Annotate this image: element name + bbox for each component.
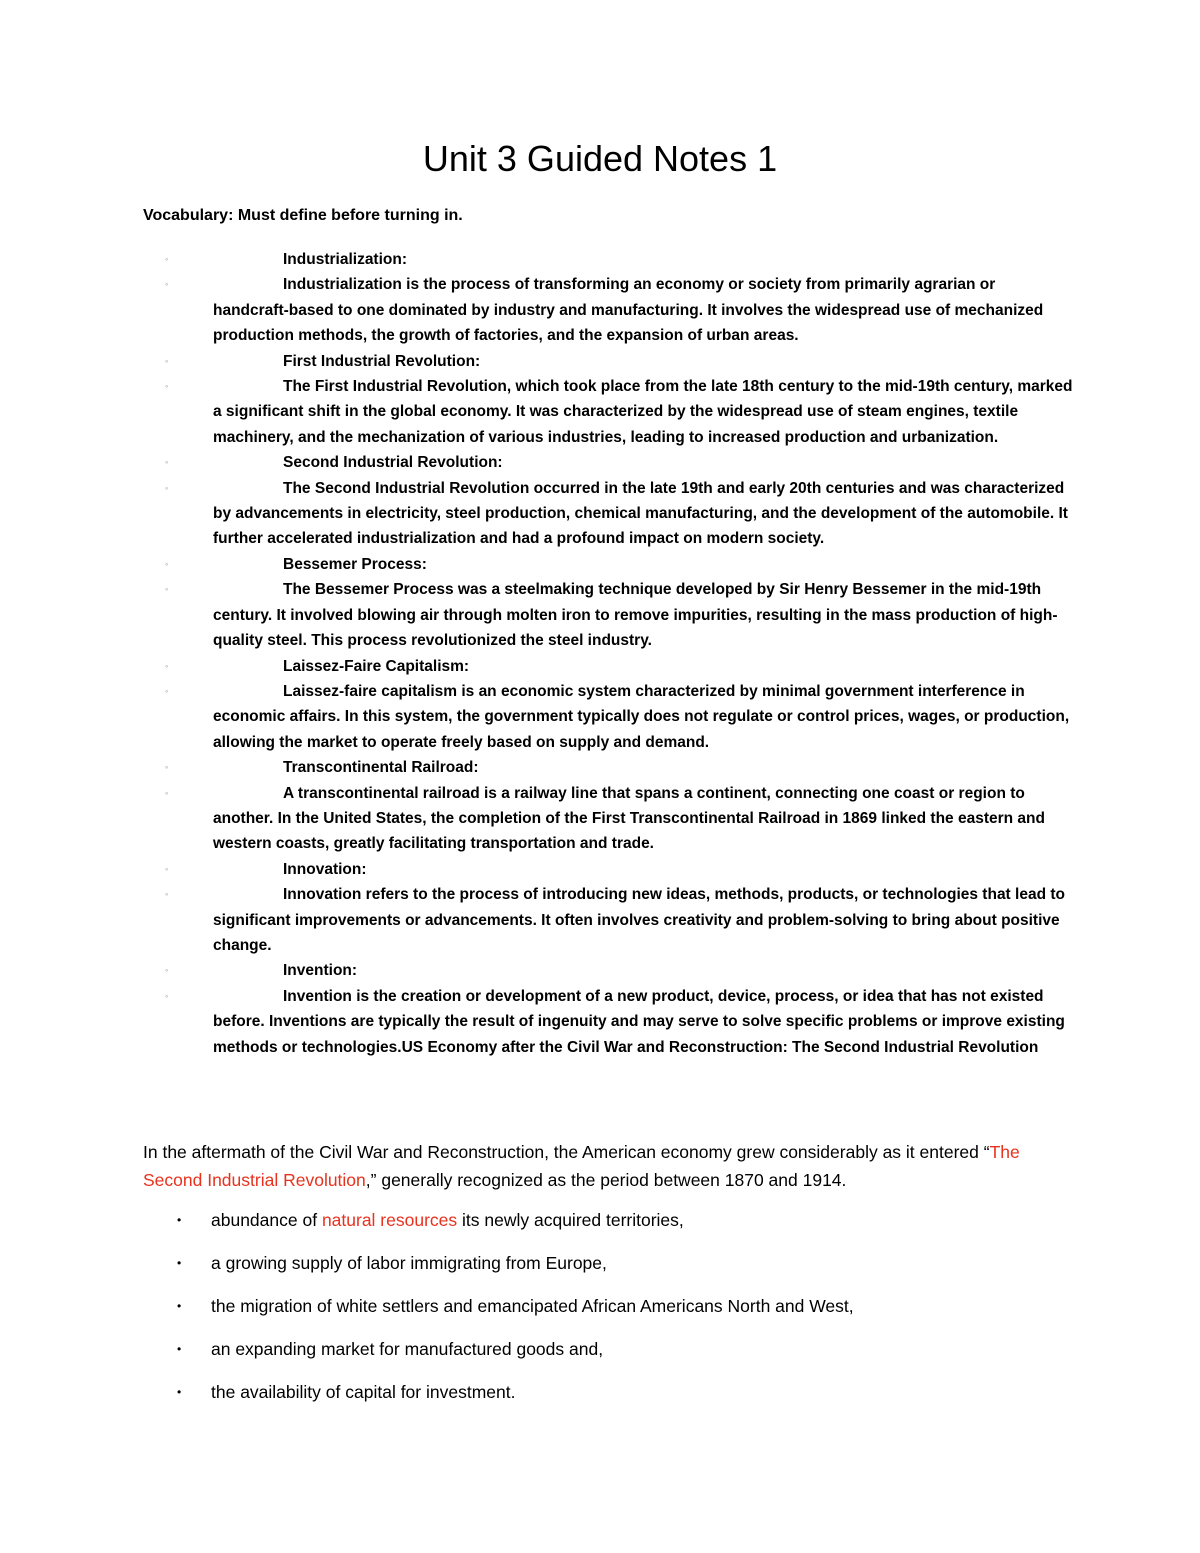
vocab-definition-row bbox=[143, 374, 1073, 450]
list-item bbox=[143, 1291, 1073, 1334]
vocab-term: Transcontinental Railroad: bbox=[283, 759, 479, 777]
vocab-definition: Innovation refers to the process of introducing new ideas, methods, products, or technologies that lead to significant improvements or advancements. It often involves creativity and problem-solving to bring about positive change. bbox=[213, 886, 1065, 954]
vocabulary-heading: Vocabulary: Must define before turning in. bbox=[143, 207, 463, 224]
vocab-definition-row bbox=[143, 476, 1073, 552]
vocab-term-row bbox=[143, 552, 1073, 577]
vocab-term: Invention: bbox=[283, 962, 358, 980]
list-item bbox=[143, 1334, 1073, 1377]
vocab-definition-row bbox=[143, 679, 1073, 755]
vocab-definition: The Second Industrial Revolution occurred in the late 19th and early 20th centuries and was characterized by advancements in electricity, steel production, chemical manufacturing, and the development of the automobile. It further accelerated industrialization and had a profound impact on modern society. bbox=[213, 479, 1068, 548]
vocab-definition: The Bessemer Process was a steelmaking technique developed by Sir Henry Bessemer in the mid-19th century. It involved blowing air through molten iron to remove impurities, resulting in the mass production of high-quality steel. This process revolutionized the steel industry. bbox=[213, 581, 1058, 650]
vocab-term: First Industrial Revolution: bbox=[283, 352, 481, 370]
intro-text-end: ,” generally recognized as the period between 1870 and 1914. bbox=[365, 1170, 847, 1190]
vocab-term-row bbox=[143, 450, 1073, 475]
small-bullet-icon: ◦ bbox=[165, 457, 169, 468]
vocab-definition: Laissez-faire capitalism is an economic system characterized by minimal government interference in economic affairs. In this system, the government typically does not regulate or control prices, wages, or production, allowing the market to operate freely based on supply and demand. bbox=[213, 682, 1070, 751]
second-industrial-revolution-link[interactable]: The Second Industrial Revolution bbox=[143, 1142, 1020, 1190]
natural-resources-link[interactable]: natural resources bbox=[321, 1210, 458, 1230]
small-bullet-icon: ◦ bbox=[165, 254, 169, 264]
vocab-term-row bbox=[143, 857, 1073, 882]
vocab-definition-row bbox=[143, 781, 1073, 857]
small-bullet-icon: ◦ bbox=[165, 863, 169, 874]
bullet-text-start: abundance of bbox=[211, 1210, 322, 1230]
small-bullet-icon: ◦ bbox=[165, 990, 169, 1001]
intro-text-start: In the aftermath of the Civil War and Reconstruction, the American economy grew considerably as it entered “ bbox=[143, 1142, 990, 1162]
bullet-text-start: an expanding market for manufactured goods and, bbox=[211, 1339, 604, 1359]
vocabulary-list bbox=[143, 247, 1073, 1060]
small-bullet-icon: ◦ bbox=[165, 762, 169, 773]
factors-bullet-list bbox=[143, 1205, 1073, 1420]
vocab-definition: Invention is the creation or development of a new product, device, process, or idea that has not existed before. Inventions are typically the result of ingenuity and may serve to solve specific problems or improve existing methods or technologies.US Economy after the Civil War and Reconstruction: The Second Industrial Revolution bbox=[213, 987, 1065, 1056]
vocab-definition-row bbox=[143, 577, 1073, 653]
vocab-definition: Industrialization is the process of transforming an economy or society from primarily agrarian or handcraft-based to one dominated by industry and manufacturing. It involves the widespread use of mechanized production methods, the growth of factories, and the expansion of urban areas. bbox=[213, 276, 1044, 345]
bullet-text-start: the availability of capital for investment. bbox=[211, 1382, 516, 1402]
bullet-text-start: the migration of white settlers and emancipated African Americans North and West, bbox=[211, 1296, 854, 1316]
small-bullet-icon: ◦ bbox=[165, 279, 169, 290]
small-bullet-icon: ◦ bbox=[165, 584, 169, 595]
small-bullet-icon: ◦ bbox=[165, 889, 169, 900]
small-bullet-icon: ◦ bbox=[165, 685, 169, 696]
vocab-term-row bbox=[143, 958, 1073, 983]
list-item bbox=[143, 1248, 1073, 1291]
vocab-term: Second Industrial Revolution: bbox=[283, 454, 503, 472]
list-item bbox=[143, 1377, 1073, 1420]
list-item bbox=[143, 1205, 1073, 1248]
small-bullet-icon: ◦ bbox=[165, 558, 169, 569]
vocab-definition-row bbox=[143, 984, 1073, 1060]
bullet-text-start: a growing supply of labor immigrating from Europe, bbox=[211, 1253, 607, 1273]
vocab-term: Industrialization: bbox=[283, 251, 407, 268]
small-bullet-icon: ◦ bbox=[165, 355, 169, 366]
bullet-icon: • bbox=[177, 1299, 182, 1313]
bullet-icon: • bbox=[177, 1213, 182, 1227]
small-bullet-icon: ◦ bbox=[165, 381, 169, 392]
bullet-icon: • bbox=[177, 1256, 182, 1270]
vocab-term: Bessemer Process: bbox=[283, 555, 427, 573]
bullet-text-end: its newly acquired territories, bbox=[457, 1210, 684, 1230]
vocab-term-row bbox=[143, 755, 1073, 780]
vocab-definition-row bbox=[143, 882, 1073, 958]
page-title: Unit 3 Guided Notes 1 bbox=[422, 138, 778, 179]
small-bullet-icon: ◦ bbox=[165, 965, 169, 976]
vocab-definition: A transcontinental railroad is a railway line that spans a continent, connecting one coast or region to another. In the United States, the completion of the First Transcontinental Railroad in 1869 linked the eastern and western coasts, greatly facilitating transportation and trade. bbox=[213, 784, 1045, 853]
small-bullet-icon: ◦ bbox=[165, 482, 169, 493]
vocab-term: Innovation: bbox=[283, 860, 367, 878]
bullet-icon: • bbox=[177, 1385, 182, 1399]
vocab-term: Laissez-Faire Capitalism: bbox=[283, 657, 470, 675]
vocab-term-row bbox=[143, 349, 1073, 374]
small-bullet-icon: ◦ bbox=[165, 787, 169, 798]
vocab-definition-row bbox=[143, 272, 1073, 348]
intro-paragraph bbox=[143, 1138, 1073, 1194]
vocab-term-row bbox=[143, 654, 1073, 679]
vocab-definition: The First Industrial Revolution, which took place from the late 18th century to the mid-19th century, marked a significant shift in the global economy. It was characterized by the widespread use of steam engines, textile machinery, and the mechanization of various industries, leading to increased production and urbanization. bbox=[213, 378, 1073, 446]
vocab-term-row bbox=[143, 247, 1073, 272]
small-bullet-icon: ◦ bbox=[165, 660, 169, 671]
bullet-icon: • bbox=[177, 1342, 182, 1356]
